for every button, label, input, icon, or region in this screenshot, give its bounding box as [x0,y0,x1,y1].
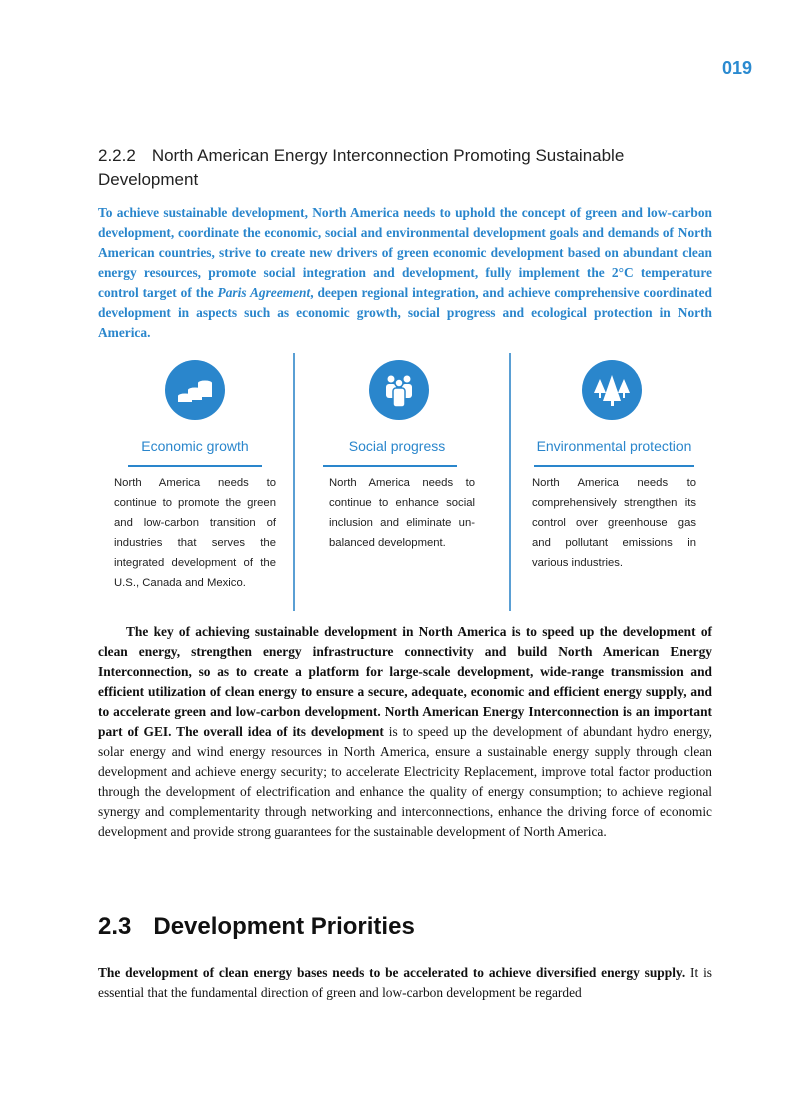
title-underline [128,465,262,467]
pillar-text: North America needs to continue to promote the green and low-carbon transition of industries that serves the integrated development of the U.S., Canada and Mexico. [114,477,276,589]
pillar-text: North America needs to continue to enhance social inclusion and eliminate un-balanced development. [329,477,475,549]
section-title: Development Priorities [153,913,415,940]
section-title: North American Energy Interconnection Promoting Sustainable Development [98,146,625,189]
title-underline [323,465,457,467]
pillar-environment [532,360,696,573]
section-number: 2.3 [98,913,132,940]
section-heading-2-2-2 [98,144,718,192]
body-paragraph [98,622,712,842]
pillar-title: Social progress [348,438,446,454]
paragraph-bold: The development of clean energy bases needs to be accelerated to achieve diversified energy supply. [98,965,686,980]
lead-text-end: , deepen regional integration, and achieve comprehensive coordinated development in aspects such as economic growth, social progress and ecological protection in North America. [98,285,712,340]
lead-paragraph [98,203,712,343]
column-divider [293,353,295,611]
pillar-social [329,360,475,553]
pillar-text: North America needs to comprehensively strengthen its control over greenhouse gas and pollutant emissions in various industries. [532,477,696,569]
paragraph-text: is to speed up the development of abundant hydro energy, solar energy and wind energy resources in North America, ensure a sustainable energy supply through clean development and achieve energy security; to accelerate Electricity Replacement, improve total factor production through the development of electrification and enhance the quality of energy consumption; to achieve regional synergy and complementarity through networking and interconnections, enhance the driving force of economic development and provide strong guarantees for the sustainable development of North America. [98,724,712,839]
column-divider [509,353,511,611]
paragraph-bold: The key of achieving sustainable development in North America is to speed up the development of clean energy, strengthen energy infrastructure connectivity and build North American Energy Interconnection, so as to create a platform for large-scale development, wide-range transmission and efficient utilization of clean energy to ensure a secure, adequate, economic and efficient energy supply, and to accelerate green and low-carbon development. North American Energy Interconnection is an important part of GEI. The overall idea of its development [98,624,712,739]
pillar-title: Environmental protection [536,438,692,454]
people-icon [369,360,429,420]
coins-icon [165,360,225,420]
paragraph-text: It is essential that the fundamental direction of green and low-carbon development be regarded [98,965,712,1000]
title-underline [534,465,694,467]
pillar-title: Economic growth [141,438,249,454]
section-number: 2.2.2 [98,146,136,165]
body-paragraph [98,963,712,1003]
section-heading-2-3 [98,913,415,941]
page-number: 019 [721,58,752,78]
lead-text: To achieve sustainable development, North America needs to uphold the concept of green and low-carbon development, coordinate the economic, social and environmental development goals and demands of North American countries, strive to create new drivers of green economic development based on abundant clean energy resources, promote social integration and development, fully implement the 2°C temperature control target of the [98,205,712,300]
lead-italic: Paris Agreement [217,285,311,300]
pillar-economic [114,360,276,593]
trees-icon [582,360,642,420]
